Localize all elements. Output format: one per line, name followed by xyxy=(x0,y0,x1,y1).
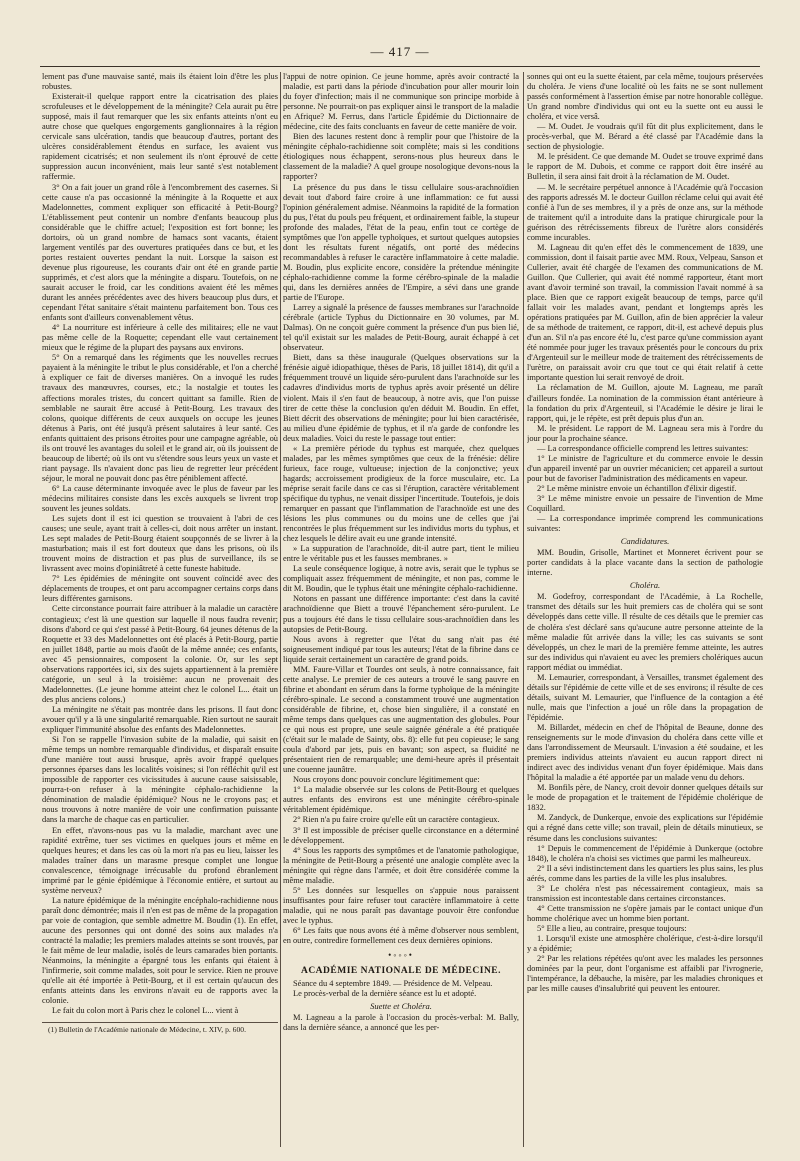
paragraph: 6° La cause déterminante invoquée avec le plus de faveur par les médecins militaires consiste dans les excès auxquels se livrent trop souvent les jeunes soldats. xyxy=(42,483,278,514)
paragraph: 2° Rien n'a pu faire croire qu'elle eût un caractère contagieux. xyxy=(293,815,500,825)
column-3-part-b xyxy=(527,592,763,994)
paragraph: 3° Il est impossible de préciser quelle circonstance en a déterminé le développement. xyxy=(283,825,519,845)
seance-line: Séance du 4 septembre 1849. — Présidence de M. Velpeau. xyxy=(293,979,493,989)
column-3-part-a xyxy=(527,72,763,534)
paragraph: » La suppuration de l'arachnoïde, dit-il autre part, tient le milieu entre le véritable pus et les fausses membranes. » xyxy=(283,544,519,564)
paragraph: M. le président. Ce que demande M. Oudet se trouve exprimé dans le rapport de M. Dubois, et comme ce rapport doit être inséré au Bulletin, il sera ainsi fait droit à la réclamation de M. Oudet. xyxy=(527,152,763,182)
paragraph: 2° Par les relations répétées qu'ont avec les malades les personnes dominées par la peur, dont l'organisme est affaibli par l'ivrognerie, l'intempérance, la débauche, la misère, par les maladies chroniques et par les mille causes d'insalubrité qui peuvent les entourer. xyxy=(527,954,763,994)
paragraph: 1. Lorsqu'il existe une atmosphère cholérique, c'est-à-dire lorsqu'il y a épidémie; xyxy=(527,933,763,954)
column-2-body xyxy=(283,72,519,946)
paragraph: — M. Oudet. Je voudrais qu'il fût dit plus explicitement, dans le procès-verbal, que M. Bérard a été classé par l'Académie dans la section de physiologie. xyxy=(527,122,763,152)
separator-ornament: •◦◦◦• xyxy=(388,950,414,961)
paragraph: 5° Les données sur lesquelles on s'appuie nous paraissent insuffisantes pour faire refuser tout caractère inflammatoire à cette maladie, qui ne nous paraît pas davantage pouvoir être confondue avec le typhus. xyxy=(283,885,519,925)
paragraph: 1° Le ministre de l'agriculture et du commerce envoie le dessin d'un appareil inventé par un ouvrier mécanicien; cet appareil a surtout pour but de favoriser l'administration des médicaments en vapeur. xyxy=(527,453,763,483)
paragraph: M. le président. Le rapport de M. Lagneau sera mis à l'ordre du jour pour la prochaine séance. xyxy=(527,423,763,443)
paragraph: M. Lagneau dit qu'en effet dès le commencement de 1839, une commission, dont il faisait partie avec MM. Roux, Velpeau, Sanson et Cullerier, avait été chargée de l'examen des communications de M. Guillon. Que Cullerier, qui avait été nommé rapporteur, étant mort avant d'avoir terminé son travail, la commission l'avait nommé à sa place. Bien que ce rapport exigeât beaucoup de temps, parce qu'il fallait voir les malades avant, pendant et longtemps après les opérations pratiquées par M. Guillon, afin de bien apprécier la valeur de sa méthode de traitement, ce rapport, dit-il, est achevé depuis plus d'un an. S'il n'a pas encore été lu, c'est parce qu'une commission ayant été nommée pour juger les travaux présentés pour le concours du prix d'Argenteuil sur le meilleur mode de traitement des rétrécissements de l'urètre, on paraissait avoir cru que tout ce qui était relatif à cette importante question lui serait renvoyé de droit. xyxy=(527,242,763,383)
paragraph: M. Billardet, médecin en chef de l'hôpital de Beaune, donne des renseignements sur le mode d'invasion du choléra dans cette ville et dans l'arrondissement de Meursault. L'invasion a été soudaine, et les premiers individus atteints n'avaient eu aucun rapport direct ni indirect avec des individus venant d'un foyer épidémique. Mais dans l'hôpital la maladie a été apportée par un malade venu du dehors. xyxy=(527,723,763,783)
paragraph: M. Bonfils père, de Nancy, croit devoir donner quelques détails sur le mode de propagation et le traitement de l'épidémie cholérique de 1832. xyxy=(527,783,763,813)
paragraph: M. Lemaurier, correspondant, à Versailles, transmet également des détails sur l'épidémie de cette ville et de ses environs; il résulte de ces détails, suivant M. Lemaurier, que l'influence de la contagion a été nulle, mais que l'infection a joué un rôle dans la propagation de l'épidémie. xyxy=(527,672,763,722)
paragraph: Le fait du colon mort à Paris chez le colonel L... vient à xyxy=(52,1006,239,1016)
paragraph: Cette circonstance pourrait faire attribuer à la maladie un caractère contagieux; c'est là une question sur laquelle il nous faudra revenir; disons d'abord ce qui s'est passé à Petit-Bourg. 64 jeunes détenus de la Roquette et 33 des Madelonnettes ont été placés à Petit-Bourg, partie en juillet 1848, partie au mois d'août de la même année; ces enfants, avec 45 pensionnaires, composent la colonie. Or, sur les sept observations rapportées ici, six des sujets appartiennent à la première catégorie, un seul à la troisième: aucun ne provenait des Madelonnettes. (Le jeune homme atteint chez le colonel L... était un des plus anciens colons.) xyxy=(42,604,278,704)
paragraph: sonnes qui ont eu la suette étaient, par cela même, toujours préservées du choléra. Je viens d'une localité où les faits ne se sont nullement passés conformément à l'assertion émise par notre honorable collègue. Un grand nombre d'individus qui ont eu la suette ont eu aussi le choléra, et vice versâ. xyxy=(527,72,763,122)
paragraph: MM. Faure-Villar et Tourdes ont seuls, à notre connaissance, fait cette analyse. Le premier de ces auteurs a trouvé le sang pauvre en fibrine et abondant en sérum dans la forme typhoïque de la méningite cérébro-spinale. Le second a constamment trouvé une augmentation considérable de fibrine, et, chose bien singulière, il a constaté en même temps dans quelques cas une augmentation des globules. Pour ce qui nous est propre, une seule saignée générale a été pratiquée (c'était sur le malade de Sainty, obs. 8): elle fut peu copieuse; le sang coula d'abord par jets, puis en bavant; son aspect, sa fluidité ne présentaient rien de remarquable; une demi-heure après il présentait une couenne jaunâtre. xyxy=(283,664,519,775)
paragraph: 5° On a remarqué dans les régiments que les nouvelles recrues payaient à la méningite le tribut le plus considérable, et l'on a cherché à expliquer ce fait de diverses manières. On a invoqué les rudes travaux des manœuvres, courses, etc.; la nostalgie et toutes les affections morales tristes, du concert quittant sa famille. Rien de semblable ne saurait être accusé à Petit-Bourg. Les travaux des colons, quoique différents de ceux auxquels on occupe les jeunes détenus à Paris, ont été jusqu'à présent salutaires à leur santé. Ces enfants quittaient des prisons étroites pour une campagne agréable, où ils ont trouvé les avantages du soleil et le grand air, où ils jouissent de beaucoup de liberté; où ils ont vu s'étendre sous leurs yeux un vaste et riant paysage. Ils n'avaient donc pas lieu de regretter leur précédent séjour, le moral ne pouvait donc pas être péniblement affecté. xyxy=(42,353,278,483)
paragraph: En effet, n'avons-nous pas vu la maladie, marchant avec une rapidité extrême, tuer ses victimes en quelques jours et même en quelques heures; et dans les cas où la mort n'a pas eu lieu, laisser les malades traîner dans un marasme presque complet une longue convalescence, témoignage irrécusable du profond ébranlement imprimé par le génie épidémique à l'économie entière, et surtout au système nerveux? xyxy=(42,825,278,895)
paragraph: Bien des lacunes restent donc à remplir pour que l'histoire de la méningite céphalo-rachidienne soit complète; mais si les conditions étiologiques nous échappent, serons-nous plus heureux dans le classement de la maladie? A quel groupe nosologique devons-nous la rapporter? xyxy=(283,132,519,182)
subtitle-cholera: Choléra. xyxy=(629,580,661,591)
paragraph: — La correspondance officielle comprend les lettres suivantes: xyxy=(537,443,749,453)
paragraph: 2° Il a sévi indistinctement dans les quartiers les plus sains, les plus aérés, comme dans les parties de la ville les plus insalubres. xyxy=(527,863,763,883)
paragraph: Nous croyons donc pouvoir conclure légitimement que: xyxy=(293,775,480,785)
footnote xyxy=(42,1022,278,1034)
paragraph: 6° Les faits que nous avons été à même d'observer nous semblent, en outre, contredire formellement ces deux dernières opinions. xyxy=(283,925,519,946)
paragraph: La seule conséquence logique, à notre avis, serait que le typhus se compliquait assez fréquemment de méningite, et non pas, comme le dit M. Boudin, que le typhus était une méningite céphalo-rachidienne. xyxy=(283,564,519,594)
paragraph: M. Zandyck, de Dunkerque, envoie des explications sur l'épidémie qui a régné dans cette ville; son travail, plein de détails minutieux, se résume dans les conclusions suivantes: xyxy=(527,813,763,843)
header-rule xyxy=(40,66,760,67)
paragraph: 4° Cette transmission ne s'opère jamais par le contact unique d'un homme cholérique avec un homme bien portant. xyxy=(527,903,763,923)
column-divider xyxy=(523,72,524,1147)
paragraph: La réclamation de M. Guillon, ajoute M. Lagneau, me paraît d'ailleurs fondée. La nomination de la commission étant antérieure à la fondation du prix d'Argenteuil, si l'Académie le désire je lirai le rapport, qui, je le répète, est prêt depuis plus d'un an. xyxy=(527,383,763,423)
paragraph: Nous avons à regretter que l'état du sang n'ait pas été soigneusement indiqué par tous les auteurs; l'état de la fibrine dans ce liquide serait certainement un caractère de grand poids. xyxy=(283,634,519,664)
paragraph: Si l'on se rappelle l'invasion subite de la maladie, qui saisit en même temps un nombre remarquable d'individus, et disparaît ensuite d'une manière tout aussi brusque, après avoir frappé quelques personnes éparses dans les localités voisines; si l'on réfléchit qu'il est impossible de rapporter ces vicissitudes à aucune cause saisissable, pourra-t-on refuser à la méningite céphalo-rachidienne la dénomination de maladie épidémique? Nous ne le croyons pas; et nous trouvons à notre manière de voir une confirmation puissante dans la marche de chaque cas en particulier. xyxy=(42,735,278,825)
paragraph: Biett, dans sa thèse inaugurale (Quelques observations sur la frénésie aiguë idiopathique, thèses de Paris, 18 juillet 1814), dit qu'il a fréquemment trouvé un liquide séro-purulent dans l'arachnoïde sur les cadavres d'individus morts de typhus après avoir présenté un délire violent. Mais il s'en faut de beaucoup, à notre avis, que l'on puisse tirer de cette thèse la conclusion qu'en déduit M. Boudin. En effet, Biett décrit des observations de méningite; pour lui bien caractérisée, au milieu d'une épidémie de typhus, et il n'a garde de confondre les deux maladies. Voici du reste le passage tout entier: xyxy=(283,353,519,443)
paragraph: 4° La nourriture est inférieure à celle des militaires; elle ne vaut pas même celle de la Roquette; cependant elle vaut certainement mieux que le régime de la plupart des paysans aux environs. xyxy=(42,323,278,353)
paragraph: Les sujets dont il est ici question se trouvaient à l'abri de ces causes; une seule, ayant trait à celles-ci, doit nous arrêter un instant. Les sept malades de Petit-Bourg étaient soupçonnés de se livrer à la masturbation; mais il est fort douteux que dans les prisons, où ils trouvent moins de distraction et pas plus de surveillance, ils se livrassent avec moins d'opiniâtreté à cette funeste habitude. xyxy=(42,514,278,574)
paragraph: Existerait-il quelque rapport entre la cicatrisation des plaies scrofuleuses et le développement de la méningite? Cela aurait pu être supposé, mais il faut remarquer que les six enfants atteints n'ont eu autre chose que quelques engorgements ganglionnaires à la région cervicale sans ulcération, tandis que beaucoup d'autres, portant des ulcères considérablement étendus en surface, les avaient vus rapidement cicatrisés; et non seulement ils n'ont éprouvé de cette suppression aucun inconvénient, mais leur santé s'est notablement raffermie. xyxy=(42,92,278,182)
paragraph: « La première période du typhus est marquée, chez quelques malades, par les mêmes symptômes que ceux de la frénésie: délire furieux, face rouge, vultueuse; injection de la conjonctive; yeux hagards; accroissement prodigieux de la force musculaire, etc. La méprise serait facile dans ce cas si l'éruption, caractère véritablement spécifique du typhus, ne venait dissiper l'incertitude. Toutefois, je dois remarquer en passant que l'inflammation de l'arachnoïde est une des lésions les plus communes ou du moins une de celles que j'ai rencontrées le plus fréquemment sur les individus morts du typhus, et chez lesquels le délire avait eu une grande intensité. xyxy=(283,443,519,544)
subtitle-suette-cholera: Suette et Choléra. xyxy=(370,1001,432,1012)
paragraph: — La correspondance imprimée comprend les communications suivantes: xyxy=(527,514,763,534)
paragraph: 3° On a fait jouer un grand rôle à l'encombrement des casernes. Si cette cause n'a pas occasionné la méningite à la Roquette et aux Madelonnettes, comment expliquer son efficacité à Petit-Bourg? L'établissement peut contenir un nombre d'enfants beaucoup plus considérable que le chiffre actuel; l'exposition est fort bonne; les dortoirs, où un grand nombre de hamacs sont vacants, étaient largement ventilés par des ouvertures pratiquées dans ce but, et les portes restaient ouvertes pendant la nuit. Lorsque la saison est devenue plus rigoureuse, les courants d'air ont été en grande partie supprimés, et c'est alors que la méningite a disparu. Toutefois, on ne saurait accuser le froid, car les conditions avaient été les mêmes durant les années précédentes avec des hivers beaucoup plus durs, et cependant l'état sanitaire s'était maintenu parfaitement bon. Tous ces enfants sont d'ailleurs convenablement vêtus. xyxy=(42,182,278,323)
paragraph: 1° Depuis le commencement de l'épidémie à Dunkerque (octobre 1848), le choléra n'a choisi ses victimes que parmi les malheureux. xyxy=(527,843,763,863)
paragraph: 4° Sous les rapports des symptômes et de l'anatomie pathologique, la méningite de Petit-Bourg a présenté une analogie complète avec la méningite qui règne dans l'armée, et doit être considérée comme la même maladie. xyxy=(283,845,519,885)
column-1 xyxy=(42,72,278,1147)
candidatures-text: MM. Boudin, Grisolle, Martinet et Monneret écrivent pour se porter candidats à la place vacante dans la section de pathologie interne. xyxy=(527,548,763,578)
paragraph: — M. le secrétaire perpétuel annonce à l'Académie qu'à l'occasion des rapports adressés M. le docteur Guillon réclame celui qui avait été confié à l'un de ses membres, il y a près de onze ans, sur la méthode de traitement qu'il a introduite dans la pratique chirurgicale pour la guérison des rétrécissements fibreux de l'urètre alors considérés comme incurables. xyxy=(527,182,763,242)
paragraph: 7° Les épidémies de méningite ont souvent coïncidé avec des déplacements de troupes, et ont paru accompagner certains corps dans leurs différentes garnisons. xyxy=(42,574,278,604)
column-divider xyxy=(280,72,281,1147)
paragraph: 1° La maladie observée sur les colons de Petit-Bourg et quelques autres enfants des environs est une méningite cérébro-spinale véritablement épidémique. xyxy=(283,785,519,815)
paragraph: M. Godefroy, correspondant de l'Académie, à La Rochelle, transmet des détails sur les huit premiers cas de choléra qui se sont développés dans cette ville. Il résulte de ces détails que le premier cas de choléra s'est déclaré sans qu'aucune autre personne atteinte de la même maladie fût arrivée dans la ville; les cas suivants se sont développés, un chez le mari de la première femme atteinte, les autres sur des individus qui n'avaient eu avec les premiers cholériques aucun rapport médiat ou immédiat. xyxy=(527,592,763,672)
page-number: — 417 — xyxy=(370,44,430,59)
paragraph: lement pas d'une mauvaise santé, mais ils étaient loin d'être les plus robustes. xyxy=(42,72,278,92)
section-title: ACADÉMIE NATIONALE DE MÉDECINE. xyxy=(300,966,502,977)
paragraph: La nature épidémique de la méningite encéphalo-rachidienne nous paraît donc démontrée; mais il n'en est pas de même de la propagation par voie de contagion, que semble admettre M. Boudin (1). En effet, aucune des personnes qui ont donné des soins aux malades n'a contracté la maladie; les premiers malades atteints se sont trouvés, par le fait même de leur maladie, isolés de leurs camarades bien portants. Néanmoins, la méningite a épargné tous les enfants qui étaient à l'infirmerie, soit comme malades, soit pour le service. Rien ne prouve qu'elle ait été importée à Petit-Bourg, et il est certain qu'aucun des enfants atteints dans les environs n'avait eu de rapports avec la colonie. xyxy=(42,895,278,1006)
paragraph: 5° Elle a lieu, au contraire, presque toujours: xyxy=(537,923,687,933)
footnote-text: (1) Bulletin de l'Académie nationale de Médecine, t. XIV, p. 600. xyxy=(48,1025,246,1035)
paragraph: M. Lagneau a la parole à l'occasion du procès-verbal: M. Bally, dans la dernière séance, a annoncé que les per- xyxy=(283,1013,519,1033)
paragraph: Notons en passant une différence importante: c'est dans la cavité arachnoïdienne que Biett a trouvé l'épanchement séro-purulent. Le pus a toujours été dans le tissu cellulaire sous-arachnoïdien dans les autopsies de Petit-Bourg. xyxy=(283,594,519,634)
paragraph: l'appui de notre opinion. Ce jeune homme, après avoir contracté la maladie, est parti dans la période d'incubation pour aller mourir loin du foyer d'infection; mais il ne communique son principe morbide à personne. Ne pourrait-on pas expliquer ainsi le transport de la maladie en Afrique? M. Ferrus, dans l'article Épidémie du Dictionnaire de médecine, cite des faits concluants en faveur de cette manière de voir. xyxy=(283,72,519,132)
subtitle-candidatures: Candidatures. xyxy=(620,536,670,547)
paragraph: La présence du pus dans le tissu cellulaire sous-arachnoïdien devait tout d'abord faire croire à une inflammation: ce fut aussi l'opinion généralement admise. Néanmoins la rapidité de la formation du pus, l'état du pouls peu fréquent, et ordinairement faible, la stupeur profonde des malades, l'état de la peau, enfin tout ce cortège de symptômes que l'on appelle typhoïques, et surtout quelques autopsies dont les résultats furent négatifs, ont porté des médecins recommandables à refuser le caractère inflammatoire à cette maladie. M. Boudin, plus explicite encore, considère la prétendue méningite céphalo-rachidienne comme la forme cérébro-spinale de la maladie qui, dans les dernières années de l'Empire, a sévi dans une grande partie de l'Europe. xyxy=(283,182,519,303)
paragraph: 3° Le même ministre envoie un pessaire de l'invention de Mme Coquillard. xyxy=(527,493,763,514)
column-2 xyxy=(283,72,519,1147)
paragraph: Larrey a signalé la présence de fausses membranes sur l'arachnoïde cérébrale (article Typhus du Dictionnaire en 30 volumes, par M. Dalmas). On ne conçoit guère comment la présence d'un pus bien lié, tel qu'il existait sur les malades de Petit-Bourg, aurait échappé à cet observateur. xyxy=(283,303,519,353)
paragraph: La méningite ne s'était pas montrée dans les prisons. Il faut donc avouer qu'il y a là une singularité remarquable. Rien surtout ne saurait expliquer l'immunité absolue des enfants des Madelonnettes. xyxy=(42,704,278,735)
column-3 xyxy=(527,72,763,1147)
paragraph: 2° Le même ministre envoie un échantillon d'élixir digestif. xyxy=(537,483,737,493)
column-2-end xyxy=(283,1013,519,1033)
proces-verbal-line: Le procès-verbal de la dernière séance est lu et adopté. xyxy=(293,989,477,999)
paragraph: 3° Le choléra n'est pas nécessairement contagieux, mais sa transmission est incontestable dans certaines circonstances. xyxy=(527,883,763,903)
column-1-body xyxy=(42,72,278,1016)
